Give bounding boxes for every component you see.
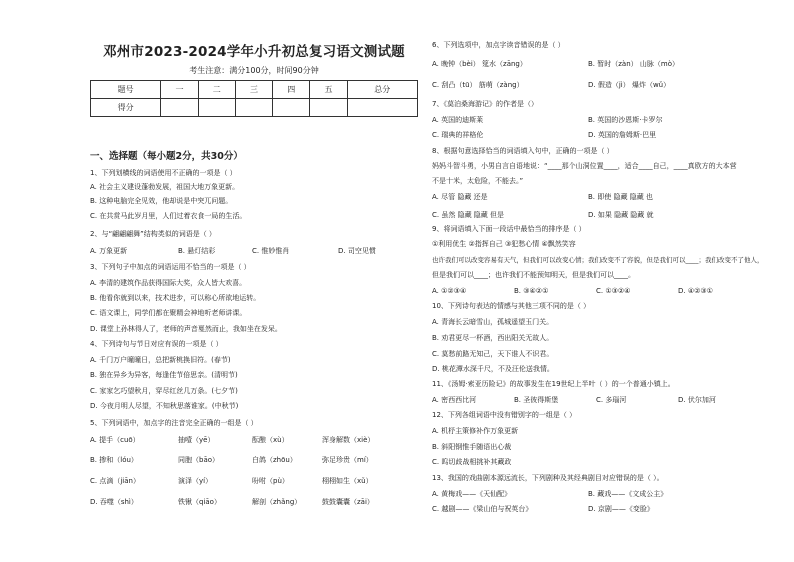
score-header-cell: 题号: [91, 81, 161, 99]
q5-word: 浑身解数（xiè）: [322, 436, 375, 444]
q2-option: C. 惟妙惟肖: [252, 247, 290, 255]
question-line: 10、下列诗句表达的情感与其他三项不同的是（ ）: [432, 302, 591, 310]
question-line: C. 语文课上，同学们都在聚精会神地听老师讲课。: [90, 309, 247, 317]
question-line: A. 千门万户曈曈日，总把新桃换旧符。(春节): [90, 356, 231, 364]
question-line: 9、将词语填入下面一段话中最恰当的排序是（ ）: [432, 225, 586, 233]
question-line: 5、下列词语中，加点字的注音完全正确的一组是（ ）: [90, 419, 258, 427]
question-option: C. 呜切歧战相挑补其藏政: [432, 458, 512, 466]
q5-word: 解剖（zhǎng）: [252, 498, 302, 506]
q5-word: 白鸽（zhōu）: [252, 456, 297, 464]
score-header-cell: 五: [310, 81, 347, 99]
question-text: 但是我们可以____；也许我们不能预知明天，但是我们可以____。: [432, 271, 635, 279]
q5-option: C. 点滴（jiān）: [90, 477, 140, 485]
score-row-label: 得分: [91, 99, 161, 117]
question-line: 12、下列各组词语中没有错别字的一组是（ ）: [432, 411, 577, 419]
q5-word: 酝酿（xù）: [252, 436, 289, 444]
q11-option: D. 伏尔加河: [678, 396, 716, 404]
q7-option: A. 英国的迪斯莱: [432, 116, 484, 124]
question-option: B. 斜阳钢惟手随语出心裁: [432, 443, 512, 451]
q5-word: 鼓鼓囊囊（zāi）: [322, 498, 374, 506]
q8-option: D. 如果 隐藏 隐藏 就: [588, 211, 654, 219]
q7-option: B. 英国的沙恩斯·卡罗尔: [588, 116, 663, 124]
q6-option: B. 暂时（zàn） 山脉（mò）: [588, 60, 679, 68]
score-cell[interactable]: [198, 99, 235, 117]
exam-notice: 考生注意：满分100分，时间90分钟: [189, 66, 319, 75]
q7-option: D. 英国的詹姆斯·巴里: [588, 131, 657, 139]
question-line: B. 独在异乡为异客，每逢佳节倍思亲。(清明节): [90, 371, 238, 379]
q11-option: A. 密西西比河: [432, 396, 477, 404]
q6-option: D. 假造（jì） 爆炸（wǔ）: [588, 81, 671, 89]
question-option: A. 青海长云暗雪山，孤城遥望玉门关。: [432, 318, 554, 326]
score-cell[interactable]: [310, 99, 347, 117]
score-table-header-row: [91, 81, 418, 99]
q13-option: C. 越剧——《梁山伯与祝英台》: [432, 505, 533, 513]
score-header-cell: 一: [161, 81, 198, 99]
q2-option: A. 万象更新: [90, 247, 128, 255]
score-header-cell: 总分: [347, 81, 417, 99]
question-line: C. 家家乞巧望秋月，穿尽红丝几万条。(七夕节): [90, 387, 238, 395]
section-heading: 一、选择题（每小题2分，共30分）: [90, 151, 243, 162]
question-line: D. 课堂上孙林得人了，老师的声音戛然而止，我如坐在发呆。: [90, 325, 282, 333]
question-line: B. 这种电脑完全见效，他却说是中突兀问题。: [90, 197, 233, 205]
question-line: A. 李清的建筑作品获得国际大奖，众人皆大欢喜。: [90, 279, 247, 287]
score-table: [90, 80, 418, 117]
q6-option: C. 刮凸（tū） 筋萌（zàng）: [432, 81, 524, 89]
question-option: A. 机杼主策修补作万象更新: [432, 427, 519, 435]
question-line: 8、根据句意选择恰当的词语填入句中，正确的一项是（ ）: [432, 147, 614, 155]
q6-option: A. 晚钟（bèi） 筵水（zāng）: [432, 60, 527, 68]
q5-word: 弥足珍贵（mí）: [322, 456, 373, 464]
q5-word: 同胞（bāo）: [178, 456, 220, 464]
question-option: D. 桃花潭水深千尺，不及汪伦送我情。: [432, 365, 554, 373]
score-header-cell: 三: [235, 81, 272, 99]
question-line: 13、我国的戏曲剧本源远流长，下列剧种及其经典剧目对应错误的是（ ）。: [432, 474, 664, 482]
question-line: A. 社会主义建设蓬勃发展，祖国大地万象更新。: [90, 183, 240, 191]
question-line: 4、下列诗句与节日对应有误的一项是（ ）: [90, 340, 223, 348]
score-table-score-row: [91, 99, 418, 117]
q5-word: 铁锹（qiāo）: [178, 498, 221, 506]
question-line: D. 今夜月明人尽望，不知秋思落谁家。(中秋节): [90, 402, 239, 410]
q13-option: A. 黄梅戏——《天仙配》: [432, 490, 512, 498]
question-line: 3、下列句子中加点的词语运用不恰当的一项是（ ）: [90, 263, 251, 271]
q2-option: D. 司空见惯: [338, 247, 376, 255]
score-cell[interactable]: [235, 99, 272, 117]
q9-option: B. ③④②①: [514, 287, 549, 295]
score-cell[interactable]: [347, 99, 417, 117]
q5-word: 演泽（yí）: [178, 477, 213, 485]
exam-title: 邓州市2023-2024学年小升初总复习语文测试题: [103, 44, 405, 60]
q7-option: C. 瑞典的祥格伦: [432, 131, 484, 139]
q5-word: 吩咐（pù）: [252, 477, 289, 485]
question-line: 7、《莫泊桑海游记》的作者是（）: [432, 100, 538, 108]
question-text: 妈妈斗智斗勇，小男自言自语地说：“____那个山洞位置____，适合____自己，____真欧方的大本营: [432, 162, 737, 170]
q8-option: A. 尽管 隐藏 还是: [432, 193, 488, 201]
question-line: 11、《汤姆·索亚历险记》的故事发生在19世纪上半叶（ ）的一个普通小镇上。: [432, 380, 675, 388]
q13-option: B. 藏戏——《文成公主》: [588, 490, 668, 498]
q11-option: C. 多瑙河: [596, 396, 627, 404]
question-line: C. 在共赏马此岁月里，人们过着衣食一局的生活。: [90, 212, 247, 220]
question-line: 6、下列选项中，加点字读音错误的是（ ）: [432, 41, 565, 49]
question-option: C. 莫愁前路无知己，天下谁人不识君。: [432, 350, 554, 358]
q5-word: 栩栩如生（xǔ）: [322, 477, 373, 485]
question-text: 也许我们可以改变容易有天气，但我们可以改变心情；我们改变不了容貌，但是我们可以____；我们改变不了他人，: [432, 256, 764, 264]
q9-option: D. ④②③①: [678, 287, 713, 295]
q2-option: B. 悬灯结彩: [178, 247, 216, 255]
score-header-cell: 四: [273, 81, 310, 99]
q8-option: B. 即使 隐藏 隐藏 也: [588, 193, 653, 201]
q13-option: D. 京剧——《变脸》: [588, 505, 654, 513]
question-text: 不是十米，太危险，不能去。”: [432, 177, 524, 185]
question-line: 1、下列划横线的词语使用不正确的一项是（ ）: [90, 169, 237, 177]
score-header-cell: 二: [198, 81, 235, 99]
question-option: B. 劝君更尽一杯酒，西出阳关无故人。: [432, 334, 554, 342]
score-cell[interactable]: [273, 99, 310, 117]
q5-word: 抽噎（yē）: [178, 436, 215, 444]
q9-option: A. ①②③④: [432, 287, 467, 295]
q11-option: B. 圣彼得斯堡: [514, 396, 559, 404]
question-line: B. 他看你就到以来，技术进步，可以称心所欲地运转。: [90, 294, 261, 302]
q5-option: B. 掺和（lóu）: [90, 456, 138, 464]
question-text: ①利用优生 ②指挥自己 ③犯愁心情 ④飘然笑容: [432, 240, 576, 248]
q5-option: D. 吞噬（shì）: [90, 498, 138, 506]
question-line: 2、与“翩翩翩舞”结构类似的词语是（ ）: [90, 230, 216, 238]
score-cell[interactable]: [161, 99, 198, 117]
q8-option: C. 虽然 隐藏 隐藏 但是: [432, 211, 505, 219]
q9-option: C. ①③②④: [596, 287, 631, 295]
q5-option: A. 提手（cuō）: [90, 436, 140, 444]
